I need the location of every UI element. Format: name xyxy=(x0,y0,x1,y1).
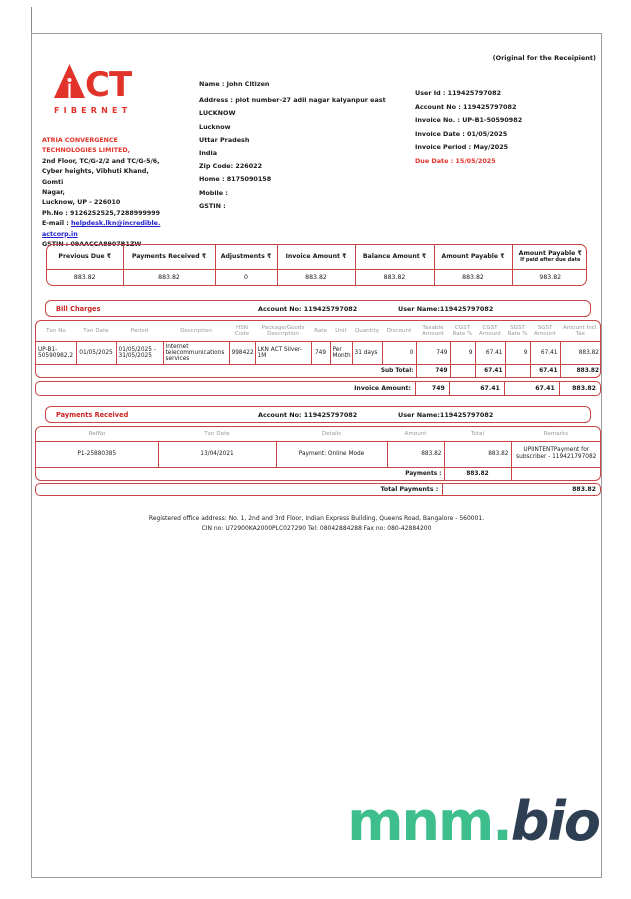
payments-header-cell: RefNo xyxy=(88,430,106,437)
company-phone: Ph.No : 9126252525,7288999999 xyxy=(42,209,161,217)
mnm-bio-watermark xyxy=(347,790,599,853)
bill-charges-section xyxy=(35,300,601,396)
invoice-amount-total: 883.82 xyxy=(559,382,600,395)
payments-title: Payments Received xyxy=(56,411,129,419)
invoice-amount-taxable: 749 xyxy=(415,382,449,395)
bill-header-cell: Txn No xyxy=(46,327,66,334)
bill-cell-cgst-rate: 9 xyxy=(450,341,475,364)
total-payments-value: 883.82 xyxy=(572,486,596,493)
bill-cell-taxable: 749 xyxy=(416,341,450,364)
bill-data-row xyxy=(36,341,601,364)
summary-values-row xyxy=(47,269,587,285)
payment-cell-refno: P1-25880385 xyxy=(36,441,158,467)
original-copy-label: (Original for the Receipient) xyxy=(492,54,596,62)
bill-charges-account: Account No: 119425797082 xyxy=(258,305,358,313)
bill-header-cell: Discount xyxy=(386,327,412,334)
bill-cell-amount-incl-tax: 883.82 xyxy=(560,341,601,364)
bill-charges-header-bar xyxy=(45,300,591,317)
bill-charges-user: User Name:119425797082 xyxy=(398,305,494,313)
payments-received-section xyxy=(35,406,601,496)
bill-header-cell: SGST Rate % xyxy=(507,324,528,337)
invoice-meta-block xyxy=(415,87,595,168)
subtotal-cgst-amount: 67.41 xyxy=(475,364,505,377)
customer-details-block xyxy=(199,78,411,213)
customer-address: Address : plot number-27 adil nagar kalyanpur east LUCKNOW xyxy=(199,96,386,118)
summary-header-cell: Balance Amount ₹ xyxy=(355,245,434,269)
company-email-line xyxy=(42,219,172,229)
act-fibernet-logo xyxy=(54,64,150,115)
customer-state: Uttar Pradesh xyxy=(199,135,250,144)
bill-header-cell: Quantity xyxy=(354,327,380,334)
bill-charges-table xyxy=(35,320,601,378)
payment-cell-details: Payment: Online Mode xyxy=(276,441,387,467)
payments-header-cell: Remarks xyxy=(543,430,569,437)
summary-header-cell: Invoice Amount ₹ xyxy=(277,245,355,269)
bill-header-cell: HSN Code xyxy=(234,324,250,337)
bill-cell-description: Internet telecommunications services xyxy=(163,341,229,364)
act-logo-triangle-a-icon xyxy=(54,64,85,102)
summary-value-cell: 883.82 xyxy=(123,269,215,285)
email-link-part2[interactable]: actcorp.in xyxy=(42,230,78,238)
invoice-period: Invoice Period : May/2025 xyxy=(415,143,509,151)
company-addr-line2a: Cyber heights, Vibhuti Khand, Gomti xyxy=(42,168,149,186)
customer-country: India xyxy=(199,149,218,158)
invoice-amount-sgst: 67.41 xyxy=(504,382,559,395)
bill-cell-txn-no: UP-B1-50590982,2 xyxy=(36,341,76,364)
bill-cell-period: 01/05/2025 - 31/05/2025 xyxy=(116,341,163,364)
watermark-mnm: mnm. xyxy=(347,790,511,853)
bill-header-cell: CGST Rate % xyxy=(452,324,473,337)
payments-header-cell: Txn Date xyxy=(204,430,230,437)
bill-header-cell: Taxable Amount xyxy=(422,324,444,337)
summary-value-cell: 883.82 xyxy=(355,269,434,285)
payments-user: User Name:119425797082 xyxy=(398,411,494,419)
bill-cell-rate: 749 xyxy=(311,341,330,364)
invoice-date: Invoice Date : 01/05/2025 xyxy=(415,129,508,138)
company-gstin: GSTIN : 09AACCA8907B1ZW xyxy=(42,241,142,249)
subtotal-taxable: 749 xyxy=(416,364,450,377)
summary-header-cell: Adjustments ₹ xyxy=(215,245,277,269)
subtotal-amount: 883.82 xyxy=(560,364,601,377)
customer-gstin: GSTIN : xyxy=(199,201,226,210)
customer-zip: Zip Code: 226022 xyxy=(199,162,263,171)
payments-header-cell: Total xyxy=(470,430,485,437)
bill-cell-sgst-rate: 9 xyxy=(505,341,530,364)
invoice-no: Invoice No. : UP-B1-50590982 xyxy=(415,116,523,124)
payments-remarks-empty xyxy=(511,467,601,480)
summary-value-cell: 983.82 xyxy=(512,269,587,285)
fibernet-logo-text: FIBERNET xyxy=(54,106,132,115)
payments-data-row xyxy=(36,441,601,467)
amounts-summary-table xyxy=(46,244,587,286)
bill-cell-package: LKN ACT Silver-1M xyxy=(255,341,311,364)
summary-value-cell: 883.82 xyxy=(277,269,355,285)
footer-cin-line: CIN no: U72900KA2000PLC027290 Tel: 08042884288 Fax no: 080-42884200 xyxy=(201,524,432,532)
total-payments-label: Total Payments : xyxy=(36,484,443,495)
after-due-date-subheader: If paid after due date xyxy=(520,257,581,264)
payments-account: Account No: 119425797082 xyxy=(258,411,358,419)
bill-cell-cgst-amount: 67.41 xyxy=(475,341,505,364)
summary-header-cell: Previous Due ₹ xyxy=(58,253,112,261)
bill-cell-quantity: 31 days xyxy=(352,341,382,364)
company-addr-line1: 2nd Floor, TC/G-2/2 and TC/G-5/6, xyxy=(42,157,160,165)
summary-header-row xyxy=(47,245,587,269)
account-no: Account No : 119425797082 xyxy=(415,102,517,111)
bill-header-cell: Period xyxy=(130,327,149,334)
customer-home-phone: Home : 8175090158 xyxy=(199,175,272,184)
footer-address-line: Registered office address: No. 1, 2nd and 3rd Floor, Indian Express Building, Queens Road, Bangalore - 560001. xyxy=(148,515,485,522)
payments-value: 883.82 xyxy=(444,467,511,480)
payment-cell-amount: 883.82 xyxy=(387,441,444,467)
invoice-amount-cgst: 67.41 xyxy=(449,382,504,395)
summary-value-cell: 0 xyxy=(215,269,277,285)
total-payments-bar xyxy=(35,483,601,496)
invoice-page xyxy=(31,33,602,878)
payment-cell-date: 13/04/2021 xyxy=(158,441,276,467)
company-addr-line3: Lucknow, UP - 226010 xyxy=(42,199,121,207)
bill-cell-unit: Per Month xyxy=(330,341,352,364)
due-date: Due Date : 15/05/2025 xyxy=(415,156,496,165)
bill-header-cell: Txn Date xyxy=(83,327,109,334)
bill-header-cell: CGST Amount xyxy=(479,324,501,337)
bill-header-cell: Unit xyxy=(335,327,347,334)
customer-city: Lucknow xyxy=(199,122,231,131)
bill-cell-hsn: 998422 xyxy=(229,341,255,364)
company-name-line2: TECHNOLOGIES LIMITED, xyxy=(42,147,130,155)
act-logo-text: CT xyxy=(85,65,132,105)
payment-cell-total: 883.82 xyxy=(444,441,511,467)
payments-header-bar xyxy=(45,406,591,423)
bill-subtotal-row xyxy=(36,364,601,377)
bill-cell-discount: 0 xyxy=(382,341,416,364)
bill-charges-title: Bill Charges xyxy=(56,305,101,313)
bill-header-cell: Package/Goods Description xyxy=(261,324,305,337)
customer-mobile: Mobile : xyxy=(199,188,228,197)
bill-cell-txn-date: 01/05/2025 xyxy=(76,341,116,364)
email-label: E-mail : xyxy=(42,220,71,228)
subtotal-sgst-amount: 67.41 xyxy=(530,364,560,377)
watermark-bio: bio xyxy=(510,790,599,853)
bill-header-cell: SGST Amount xyxy=(534,324,556,337)
invoice-amount-label: Invoice Amount: xyxy=(354,385,411,392)
summary-value-cell: 883.82 xyxy=(434,269,512,285)
summary-header-cell: Payments Received ₹ xyxy=(123,245,215,269)
registered-office-footer xyxy=(32,514,601,533)
subtotal-cgst-rate xyxy=(450,364,475,377)
payments-header-row xyxy=(36,427,601,441)
summary-value-cell: 883.82 xyxy=(47,269,123,285)
company-addr-line2b: Nagar, xyxy=(42,189,65,197)
summary-header-cell: Amount Payable ₹ If paid after due date xyxy=(512,245,587,269)
page-edge-line xyxy=(31,7,32,34)
payments-header-cell: Amount xyxy=(404,430,427,437)
bill-header-cell: Amount Incl. Tax xyxy=(562,324,599,337)
payments-header-cell: Details xyxy=(321,430,342,437)
bill-header-cell: Description xyxy=(180,327,212,334)
user-id: User Id : 119425797082 xyxy=(415,89,502,97)
bill-cell-sgst-amount: 67.41 xyxy=(530,341,560,364)
bill-header-row xyxy=(36,321,601,341)
bill-header-cell: Rate xyxy=(314,327,327,334)
customer-name: Name : John Citizen xyxy=(199,80,270,88)
summary-header-cell: Amount Payable ₹ xyxy=(434,245,512,269)
company-address-block xyxy=(42,136,172,250)
subtotal-label: Sub Total: xyxy=(380,367,414,374)
payments-label: Payments : xyxy=(405,470,442,477)
invoice-amount-bar xyxy=(35,381,601,396)
payment-cell-remarks: UPIINTENTPayment for subscriber - 119421797082 xyxy=(511,441,601,467)
payments-table xyxy=(35,426,601,481)
payments-subtotal-row xyxy=(36,467,601,480)
email-link-part1[interactable]: helpdesk.lkn@incredible. xyxy=(70,220,161,228)
company-name-line1: ATRIA CONVERGENCE xyxy=(42,137,118,144)
subtotal-sgst-rate xyxy=(505,364,530,377)
